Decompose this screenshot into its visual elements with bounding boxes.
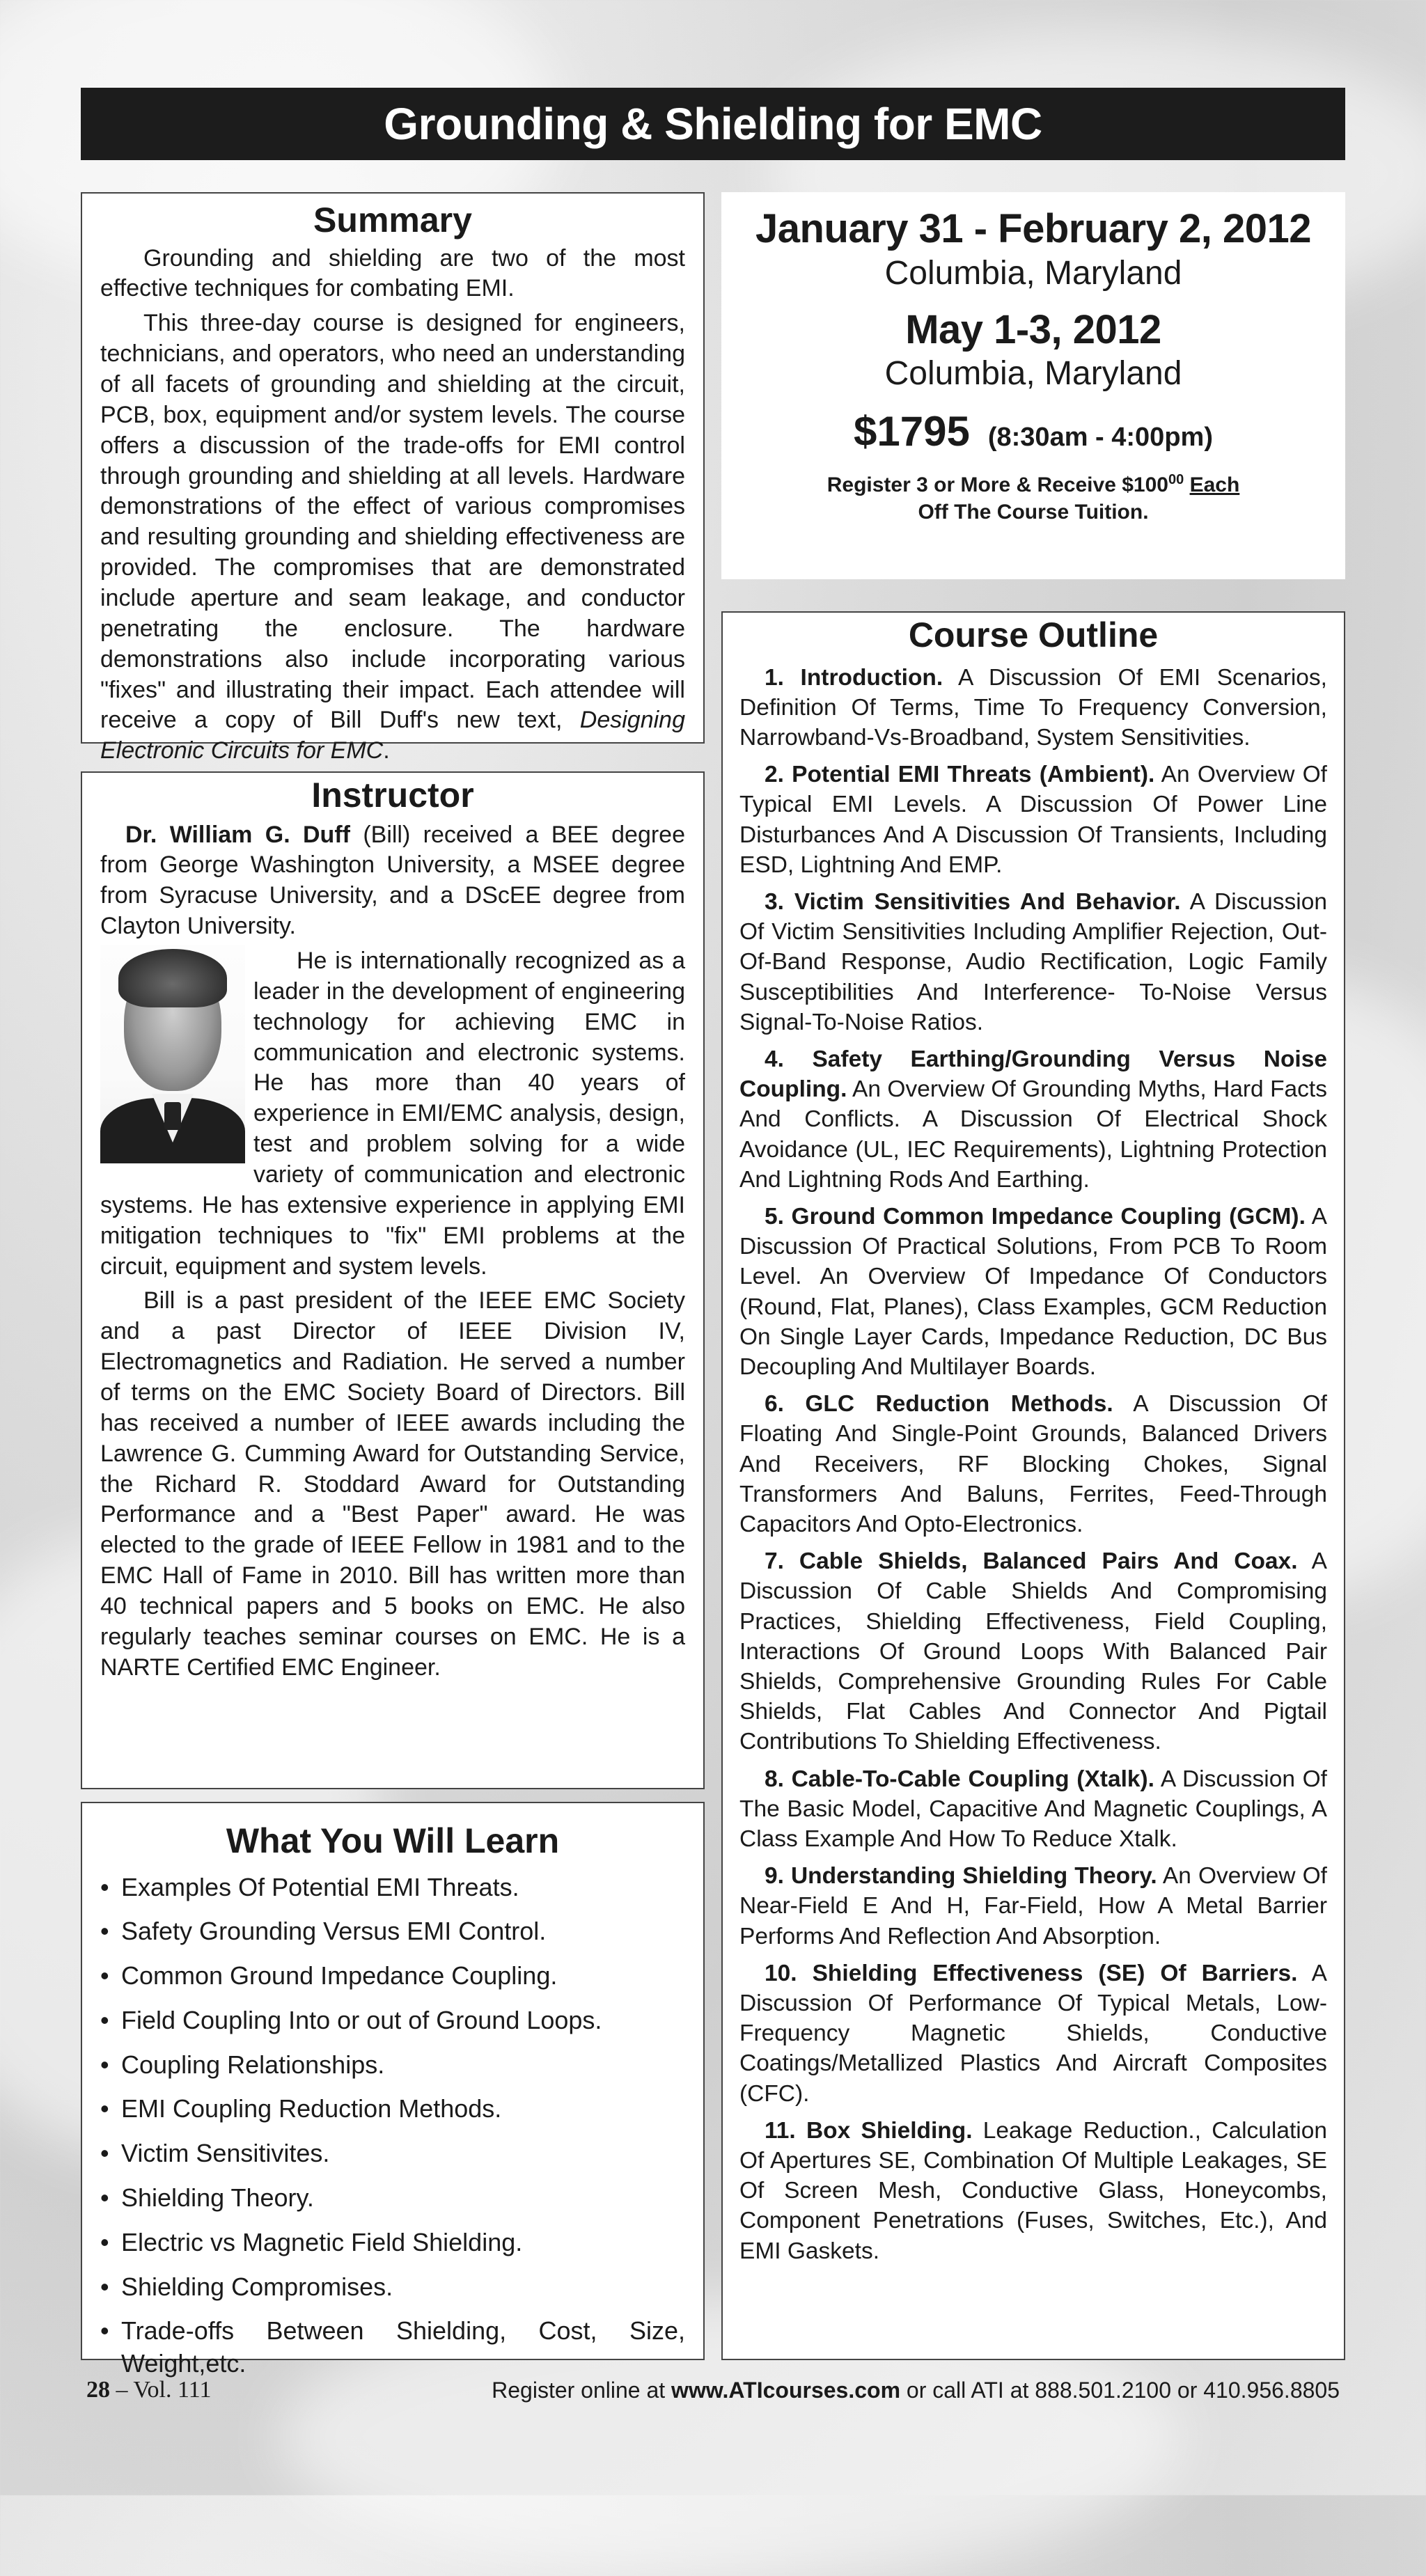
summary-text: This three-day course is designed for engineers, technicians, and operators, who need an understanding of all facets of grounding and shielding at the circuit, PCB, box, equipment and/or system levels. The course offers a discussion of the trade-offs for EMI control through grounding and shielding at all levels. Hardware demonstrations of the effect of various compromises and resulting grounding and shielding effectiveness are provided. The compromises that are demonstrated include aperture and seam leakage, and conductor penetrating the enclosure. The hardware demonstrations also include incorporating various "fixes" and illustrating their impact. Each attendee will receive a copy of Bill Duff's new text, (100, 310, 685, 734)
outline-heading: Course Outline (908, 615, 1159, 654)
course-hours: (8:30am - 4:00pm) (987, 423, 1213, 453)
page-number-value: 28 (86, 2377, 110, 2403)
list-item: • Safety Grounding Versus EMI Control. (100, 1915, 685, 1948)
outline-panel (721, 611, 1345, 2360)
page-number (86, 2373, 211, 2408)
page-footer (86, 2373, 1340, 2408)
list-item: • Examples Of Potential EMI Threats. (100, 1871, 685, 1904)
instructor-paragraph (100, 820, 685, 942)
discount-each: Each (1189, 473, 1240, 497)
topic-text: Leakage Reduction., Calculation Of Apertures SE, Combination Of Multiple Leakages, SE Of Screen Mesh, Conductive Glass, Honeycombs, Component Penetrations (Fuses, Switches, Etc.), And EMI Gaskets. (739, 2117, 1328, 2264)
schedule-panel (721, 192, 1345, 579)
volume-label: – Vol. 111 (116, 2377, 212, 2403)
website-link[interactable]: www.ATIcourses.com (671, 2378, 901, 2403)
topic-text: An Overview Of Grounding Myths, Hard Facts And Conflicts. A Discussion Of Electrical Shock Avoidance (UL, IEC Requirements), Lightning Protection And Lightning Rods And Earthing. (739, 1076, 1327, 1193)
outline-topic (739, 1764, 1327, 1855)
session-location: Columbia, Maryland (884, 254, 1182, 292)
outline-topic (739, 1546, 1327, 1757)
session-date: May 1-3, 2012 (905, 306, 1161, 352)
register-line (492, 2373, 1340, 2408)
list-item: • EMI Coupling Reduction Methods. (100, 2093, 685, 2126)
topic-text: An Overview Of Near-Field E And H, Far-Field, How A Metal Barrier Performs And Reflection And Absorption. (739, 1863, 1327, 1949)
register-prefix: Register online at (492, 2378, 666, 2403)
instructor-bio-1: (Bill) received a BEE degree from George Washington University, a MSEE degree from Syracuse University, and a DScEE degree from Clayton University. (100, 821, 685, 940)
learn-panel (81, 1802, 705, 2378)
summary-paragraph: Grounding and shielding are two of the most effective techniques for combating EMI. (100, 244, 685, 302)
topic-title: 9. Understanding Shielding Theory. (765, 1863, 1157, 1890)
instructor-panel (81, 771, 705, 1789)
session-location: Columbia, Maryland (884, 355, 1182, 393)
topic-text: A Discussion Of Cable Shields And Compromising Practices, Shielding Effectiveness, Field Coupling, Interactions Of Ground Loops With Balanced Pair Shields, Comprehensive Grounding Rules For Cable Shields, Flat Cables And Connector And Pigtail Contributions To Shielding Effectiveness. (739, 1548, 1327, 1755)
list-item: • Trade-offs Between Shielding, Cost, Size, Weight,etc. (100, 2315, 685, 2380)
outline-topic (739, 1202, 1327, 1382)
summary-panel (81, 192, 705, 764)
list-item: • Shielding Theory. (100, 2182, 685, 2215)
outline-topic (739, 1044, 1327, 1195)
list-item: • Shielding Compromises. (100, 2271, 685, 2304)
register-suffix: or call ATI at 888.501.2100 or 410.956.8805 (906, 2378, 1340, 2403)
summary-end: . (383, 737, 390, 764)
summary-paragraph (100, 308, 685, 767)
price-row (721, 407, 1345, 455)
list-item: • Field Coupling Into or out of Ground Loops. (100, 2004, 685, 2037)
topic-text: A Discussion Of Floating And Single-Point Grounds, Balanced Drivers And Receivers, RF Blocking Chokes, Signal Transformers And Baluns, Ferrites, Feed-Through Capacitors And Opto-Electronics. (739, 1391, 1327, 1537)
outline-topic (739, 1861, 1327, 1951)
list-item: • Common Ground Impedance Coupling. (100, 1960, 685, 1993)
topic-title: 1. Introduction. (765, 664, 943, 691)
list-item: • Coupling Relationships. (100, 2049, 685, 2082)
summary-heading: Summary (313, 201, 472, 239)
topic-title: 6. GLC Reduction Methods. (765, 1391, 1113, 1417)
learn-list (100, 1871, 685, 2381)
session-date: January 31 - February 2, 2012 (755, 206, 1311, 251)
topic-text: A Discussion Of Practical Solutions, From PCB To Room Level. An Overview Of Impedance Of Conductors (Round, Flat, Planes), Class Examples, GCM Reduction On Single Layer Cards, Impedance Reduction, DC Bus Decoupling And Multilayer Boards. (739, 1203, 1327, 1380)
topic-text: A Discussion Of The Basic Model, Capacitive And Magnetic Couplings, A Class Example And How To Reduce Xtalk. (739, 1766, 1327, 1853)
topic-title: 5. Ground Common Impedance Coupling (GCM). (765, 1203, 1306, 1230)
outline-topic (739, 887, 1327, 1037)
topic-title: 4. Safety Earthing/Grounding Versus Noise Coupling. (739, 1046, 1327, 1103)
page-title: Grounding & Shielding for EMC (81, 88, 1345, 160)
outline-topic (739, 663, 1327, 753)
list-item: • Victim Sensitivites. (100, 2137, 685, 2170)
topic-text: An Overview Of Typical EMI Levels. A Discussion Of Power Line Disturbances And A Discussion Of Transients, Including ESD, Lightning And EMP. (739, 762, 1327, 878)
topic-title: 7. Cable Shields, Balanced Pairs And Coax. (765, 1548, 1298, 1575)
group-discount (721, 471, 1345, 526)
outline-topic (739, 2116, 1327, 2266)
course-price: $1795 (854, 408, 970, 455)
instructor-heading: Instructor (311, 776, 474, 815)
instructor-photo (100, 945, 245, 1163)
book-title: Designing Electronic Circuits for EMC (100, 707, 685, 764)
instructor-paragraph: He is internationally recognized as a leader in the development of engineering technology for achieving EMC in communication and electronic systems. He has more than 40 years of experience in EMI/EMC analysis, design, test and problem solving for a wide variety of communication and electronic systems. He has extensive experience in applying EMI mitigation techniques to "fix" EMI problems at the circuit, equipment and system levels. (100, 947, 685, 1280)
topic-text: A Discussion Of Performance Of Typical Metals, Low-Frequency Magnetic Shields, Conductive Coatings/Metallized Plastics And Aircraft Composites (CFC). (739, 1960, 1327, 2107)
instructor-name: Dr. William G. Duff (125, 821, 350, 848)
outline-topic (739, 1389, 1327, 1539)
instructor-paragraph: Bill is a past president of the IEEE EMC Society and a past Director of IEEE Division IV, Electromagnetics and Radiation. He served a number of terms on the EMC Society Board of Directors. Bill has received a number of IEEE awards including the Lawrence G. Cumming Award for Outstanding Service, the Richard R. Stoddard Award for Outstanding Performance and a "Best Paper" award. He was elected to the grade of IEEE Fellow in 1981 and to the EMC Hall of Fame in 2010. Bill has written more than 40 technical papers and 5 books on EMC. He also regularly teaches seminar courses on EMC. He is a NARTE Certified EMC Engineer. (100, 1287, 685, 1681)
topic-title: 2. Potential EMI Threats (Ambient). (765, 762, 1155, 788)
learn-heading: What You Will Learn (226, 1821, 560, 1860)
topic-title: 10. Shielding Effectiveness (SE) Of Barriers. (765, 1960, 1298, 1986)
discount-cents: 00 (1168, 472, 1184, 488)
discount-text: Register 3 or More & Receive $100 (826, 473, 1168, 497)
discount-text-2: Off The Course Tuition. (918, 501, 1149, 524)
topic-text: A Discussion Of EMI Scenarios, Definition Of Terms, Time To Frequency Conversion, Narrowband-Vs-Broadband, System Sensitivities. (739, 664, 1327, 751)
topic-title: 3. Victim Sensitivities And Behavior. (765, 888, 1181, 915)
topic-text: A Discussion Of Victim Sensitivities Including Amplifier Rejection, Out-Of-Band Response, Audio Rectification, Logic Family Susceptibilities And Interference- To-Noise Versus Signal-To-Noise Ratios. (739, 888, 1327, 1035)
list-item: • Electric vs Magnetic Field Shielding. (100, 2226, 685, 2259)
outline-topic (739, 760, 1327, 880)
topic-title: 11. Box Shielding. (765, 2117, 973, 2144)
outline-topic (739, 1958, 1327, 2109)
topic-title: 8. Cable-To-Cable Coupling (Xtalk). (765, 1766, 1154, 1792)
